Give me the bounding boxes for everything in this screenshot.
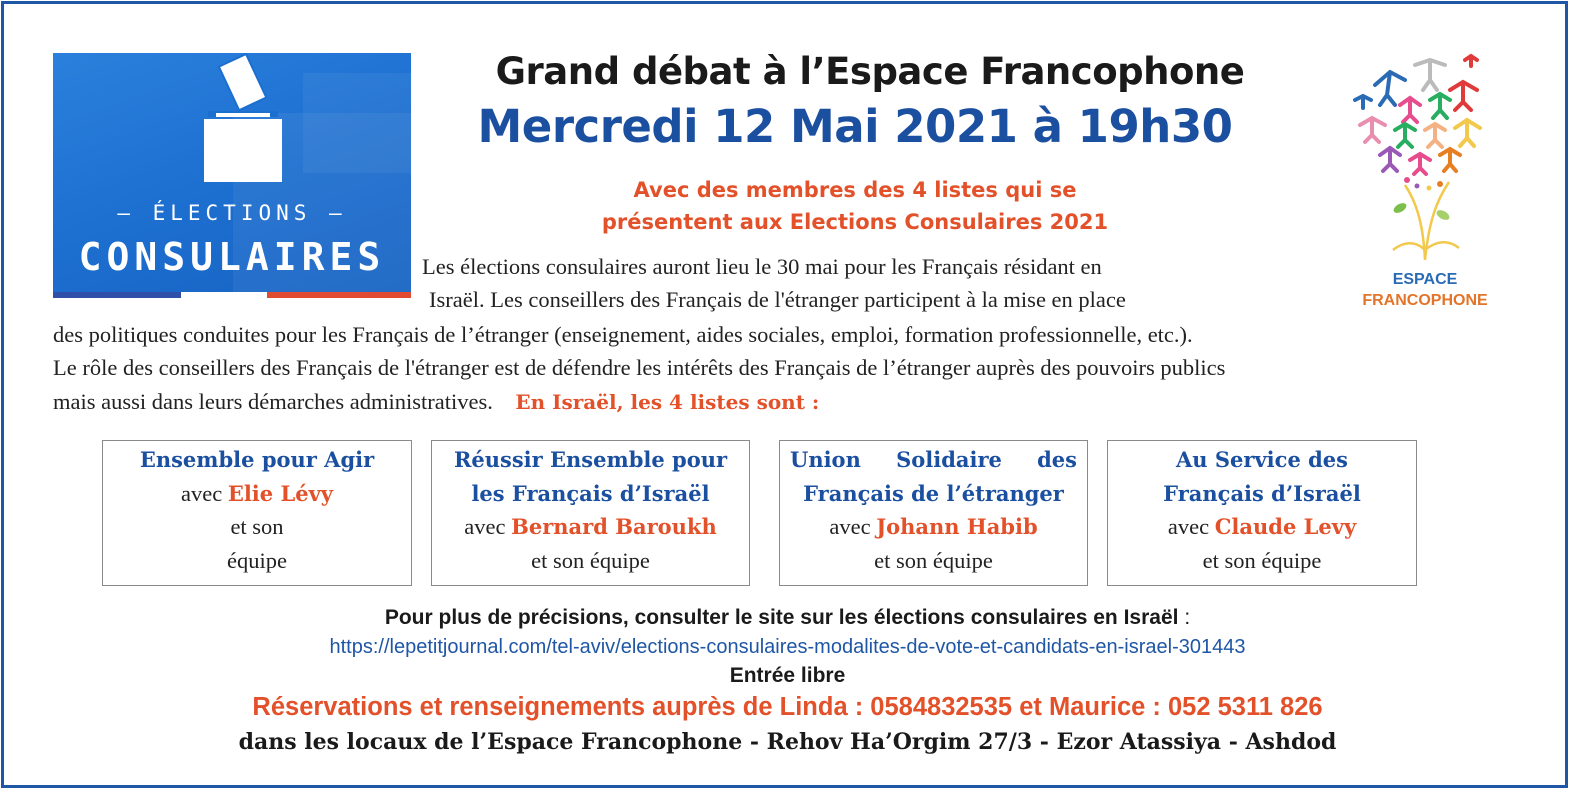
espace-francophone-logo xyxy=(1345,50,1505,310)
badge-line2: CONSULAIRES xyxy=(78,235,386,279)
body-line-4: Le rôle des conseillers des Français de l'étranger est de défendre les intérêts des Français de l’étranger auprès des pouvoirs publics xyxy=(53,355,1226,380)
tree-of-people-icon xyxy=(1345,50,1505,265)
event-title: Grand débat à l’Espace Francophone xyxy=(495,50,1245,93)
free-entry: Entrée libre xyxy=(729,664,846,687)
body-line-2: Israël. Les conseillers des Français de l'étranger participent à la mise en place xyxy=(429,287,1126,312)
logo-text-francophone: FRANCOPHONE xyxy=(1362,292,1488,309)
list-name: Ensemble pour Agir xyxy=(139,447,375,472)
event-subtitle: Avec des membres des 4 listes qui se présentent aux Elections Consulaires 2021 xyxy=(601,178,1109,234)
list-name: Au Service des xyxy=(1176,447,1348,472)
list-card-au-service: Au Service des Français d’Israël avec Claude Levy et son équipe xyxy=(1107,440,1417,586)
candidate-name: Bernard Baroukh xyxy=(511,514,717,539)
list-name: Réussir Ensemble pour xyxy=(453,447,728,472)
info-link[interactable]: https://lepetitjournal.com/tel-aviv/elections-consulaires-modalites-de-vote-et-candidats-en-israel-301443 xyxy=(329,636,1246,658)
body-line-1: Les élections consulaires auront lieu le 30 mai pour les Français résidant en xyxy=(422,254,1102,279)
list-name: Union Solidaire des xyxy=(790,447,1077,472)
badge-line1: – ÉLECTIONS – xyxy=(117,201,347,225)
event-date: Mercredi 12 Mai 2021 à 19h30 xyxy=(477,100,1233,153)
body-line-3: des politiques conduites pour les Français de l’étranger (enseignement, aides sociales, emploi, formation professionnelle, etc.). xyxy=(53,322,1193,347)
list-card-union-solidaire: Union Solidaire des Français de l’étranger avec Johann Habib et son équipe xyxy=(779,440,1088,586)
candidate-name: Claude Levy xyxy=(1214,514,1357,539)
list-card-ensemble-pour-agir: Ensemble pour Agir avec Elie Lévy et son équipe xyxy=(102,440,412,586)
event-location: dans les locaux de l’Espace Francophone - Rehov Ha’Orgim 27/3 - Ezor Atassiya - Ashdod xyxy=(238,729,1337,755)
body-line-5: mais aussi dans leurs démarches administratives. En Israël, les 4 listes sont : xyxy=(53,389,820,414)
more-info-text: Pour plus de précisions, consulter le site sur les élections consulaires en Israël : xyxy=(384,606,1191,629)
list-card-reussir-ensemble: Réussir Ensemble pour les Français d’Israël avec Bernard Baroukh et son équipe xyxy=(431,440,750,586)
lists-intro: En Israël, les 4 listes sont : xyxy=(515,390,820,414)
reservations-contact: Réservations et renseignements auprès de Linda : 0584832535 et Maurice : 052 5311 826 xyxy=(252,693,1323,721)
ballot-box-icon xyxy=(198,53,288,188)
candidate-name: Elie Lévy xyxy=(227,480,333,506)
elections-consulaires-badge xyxy=(53,53,411,298)
candidate-name: Johann Habib xyxy=(876,514,1038,539)
logo-text-espace: ESPACE xyxy=(1392,271,1458,288)
